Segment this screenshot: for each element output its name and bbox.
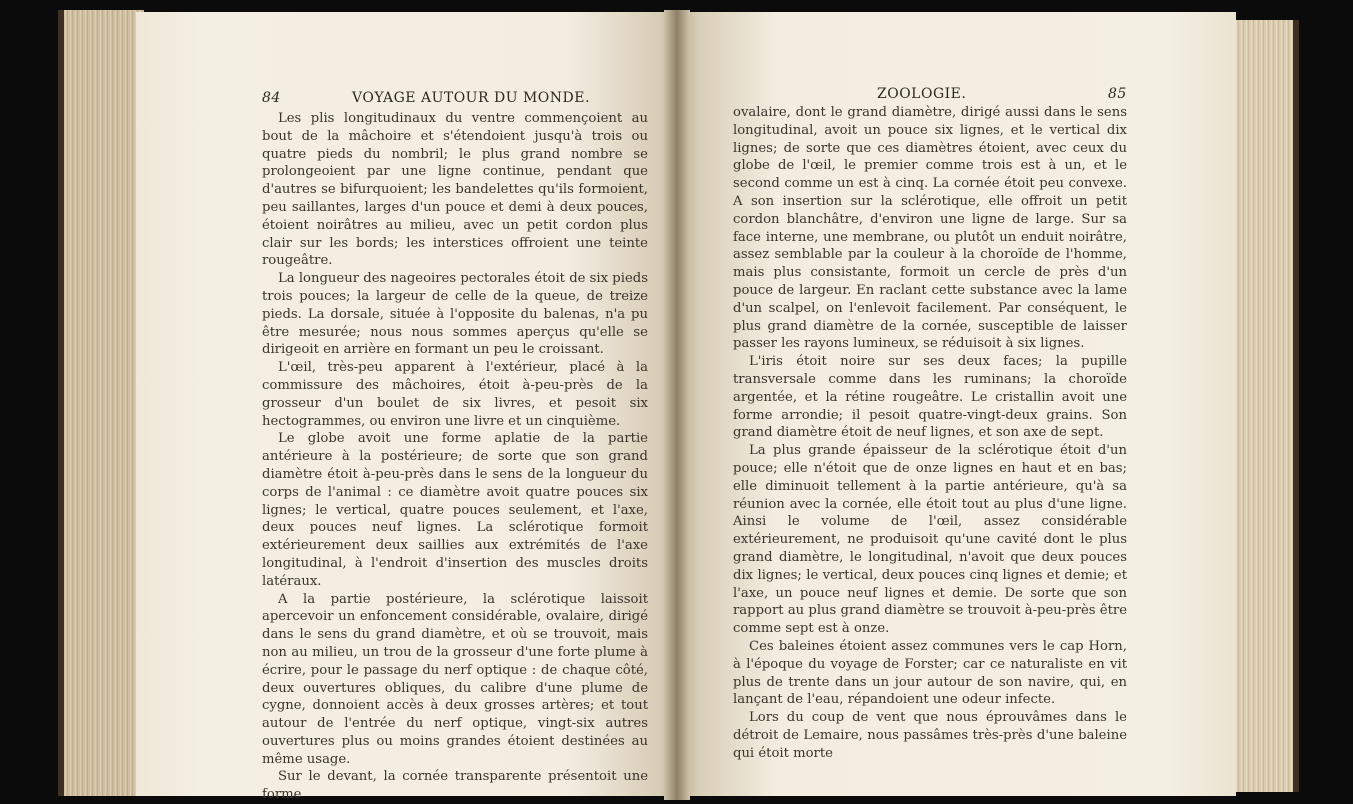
right-running-head: ZOOLOGIE. xyxy=(877,86,967,102)
book-gutter xyxy=(664,10,690,800)
paragraph: Ces baleines étoient assez communes vers le cap Horn, à l'époque du voyage de Forster; car ce naturaliste en vit plus de trente dans un jour autour de son navire, qui, en lançant de l'eau, répandoient une odeur infecte. xyxy=(733,638,1127,708)
paragraph: Les plis longitudinaux du ventre commençoient au bout de la mâchoire et s'étendoient jusqu'à trois ou quatre pieds du nombril; le plus grand nombre se prolongeoient par une ligne continue, pendant que d'autres se bifurquoient; les bandelettes qu'ils formoient, peu saillantes, larges d'un pouce et demi à deux pouces, étoient noirâtres au milieu, avec un petit cordon plus clair sur les bords; les interstices offroient une teinte rougeâtre. xyxy=(262,111,648,269)
paragraph: ovalaire, dont le grand diamètre, dirigé aussi dans le sens longitudinal, avoit un pouce six lignes, et le vertical dix lignes; de sorte que ces diamètres étoient, avec ceux du globe de l'œil, le premier comme trois est à un, et le second comme un est à cinq. La cornée étoit peu convexe. A son insertion sur la sclérotique, elle offroit un petit cordon blanchâtre, d'environ une ligne de large. Sur sa face interne, une membrane, ou plutôt un enduit noirâtre, assez semblable par la couleur à la choroïde de l'homme, mais plus consistante, formoit un cercle de près d'un pouce de largeur. En raclant cette substance avec la lame d'un scalpel, on l'enlevoit facilement. Par conséquent, le plus grand diamètre de la cornée, susceptible de laisser passer les rayons lumineux, se réduisoit à six lignes. xyxy=(733,105,1127,352)
paragraph: La longueur des nageoires pectorales étoit de six pieds trois pouces; la largeur de celle de la queue, de treize pieds. La dorsale, située à l'opposite du balenas, n'a pu être mesurée; nous nous sommes aperçus qu'elle se dirigeoit en arrière en formant un peu le croissant. xyxy=(262,271,648,358)
left-running-head: VOYAGE AUTOUR DU MONDE. xyxy=(352,90,590,106)
paragraph: Le globe avoit une forme aplatie de la partie antérieure à la postérieure; de sorte que son grand diamètre étoit à-peu-près dans le sens de la longueur du corps de l'animal : ce diamètre avoit quatre pouces six lignes; le vertical, quatre pouces seulement, et l'axe, deux pouces neuf lignes. La sclérotique formoit extérieurement deux saillies aux extrémités de l'axe longitudinal, à l'endroit d'insertion des muscles droits latéraux. xyxy=(262,431,648,589)
paragraph: L'iris étoit noire sur ses deux faces; la pupille transversale comme dans les ruminans; la choroïde argentée, et la rétine rougeâtre. Le cristallin avoit une forme arrondie; il pesoit quatre-vingt-deux grains. Son grand diamètre étoit de neuf lignes, et son axe de sept. xyxy=(733,354,1127,441)
left-page-edges xyxy=(58,10,144,796)
paragraph: L'œil, très-peu apparent à l'extérieur, placé à la commissure des mâchoires, étoit à-peu-près de la grosseur d'un boulet de six livres, et pesoit six hectogrammes, ou environ une livre et un cinquième. xyxy=(262,360,648,429)
left-page-body xyxy=(262,110,648,804)
paragraph: Sur le devant, la cornée transparente présentoit une forme xyxy=(262,769,648,803)
paragraph: La plus grande épaisseur de la sclérotique étoit d'un pouce; elle n'étoit que de onze lignes en haut et en bas; elle diminuoit tellement à la partie antérieure, qu'à sa réunion avec la cornée, elle étoit tout au plus d'une ligne. Ainsi le volume de l'œil, assez considérable extérieurement, ne produisoit qu'une cavité dont le plus grand diamètre, le longitudinal, n'avoit que deux pouces dix lignes; le vertical, deux pouces cinq lignes et demie; et l'axe, un pouce neuf lignes et demie. De sorte que son rapport au plus grand diamètre se trouvoit à-peu-près être comme sept est à onze. xyxy=(733,443,1127,637)
right-page-number: 85 xyxy=(1108,86,1127,102)
left-page-number: 84 xyxy=(262,90,281,106)
paragraph: Lors du coup de vent que nous éprouvâmes dans le détroit de Lemaire, nous passâmes très-près d'une baleine qui étoit morte xyxy=(733,710,1127,761)
right-page-body xyxy=(733,104,1127,762)
paragraph: A la partie postérieure, la sclérotique laissoit apercevoir un enfoncement considérable, ovalaire, dirigé dans le sens du grand diamètre, et où se trouvoit, mais non au milieu, un trou de la grosseur d'une forte plume à écrire, pour le passage du nerf optique : de chaque côté, deux ouvertures obliques, du calibre d'une plume de cygne, donnoient accès à deux grosses artères; et tout autour de l'entrée du nerf optique, vingt-six autres ouvertures plus ou moins grandes étoient destinées au même usage. xyxy=(262,591,648,767)
